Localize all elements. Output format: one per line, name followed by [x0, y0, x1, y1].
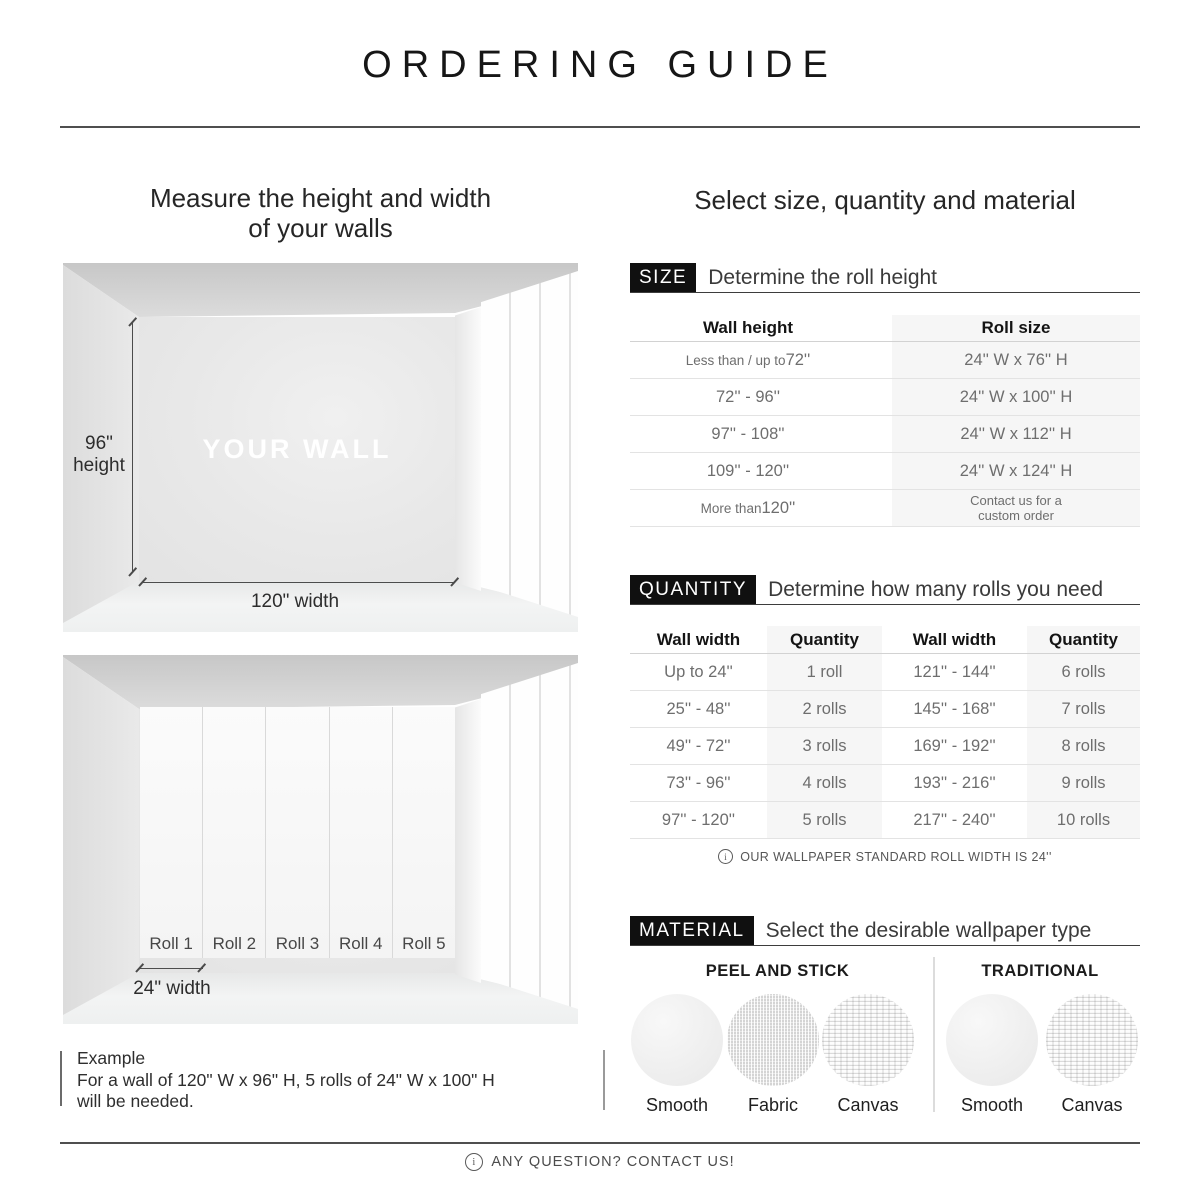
quantity-table-row: 49'' - 72'' 3 rolls 169'' - 192'' 8 rolls — [630, 728, 1140, 765]
window-frame — [455, 307, 481, 591]
roll-label: Roll 3 — [275, 934, 320, 953]
roll-panel — [393, 707, 455, 958]
quantity-table-row: 25'' - 48'' 2 rolls 145'' - 168'' 7 rolls — [630, 691, 1140, 728]
roll-panel — [203, 707, 266, 958]
fabric-swatch — [727, 994, 819, 1086]
footer-contact-text: ANY QUESTION? CONTACT US! — [491, 1154, 735, 1170]
right-column-heading: Select size, quantity and material — [694, 185, 1076, 215]
roll-size-cell: 24'' W x 76'' H — [892, 342, 1140, 378]
window-icon — [481, 271, 578, 617]
quantity-table-header — [630, 626, 1140, 654]
window-frame — [455, 699, 481, 983]
roll-width-measure-label: 24" width — [133, 978, 211, 999]
quantity-table-row: 73'' - 96'' 4 rolls 193'' - 216'' 9 rolls — [630, 765, 1140, 802]
size-section-header — [630, 263, 1140, 293]
quantity-table — [630, 626, 1140, 839]
left-heading-line1: Measure the height and width — [149, 183, 492, 213]
wall-height-cell: More than 120'' — [700, 498, 796, 517]
page-title: ORDERING GUIDE — [362, 44, 838, 86]
footer-contact-note — [0, 1153, 1200, 1171]
quantity-table-row: 97'' - 120'' 5 rolls 217'' - 240'' 10 rolls — [630, 802, 1140, 839]
example-line1: For a wall of 120" W x 96" H, 5 rolls of 24" W x 100" H — [77, 1069, 495, 1090]
peel-and-stick-title: PEEL AND STICK — [705, 962, 850, 980]
example-left-edge — [60, 1051, 62, 1106]
roll-label: Roll 5 — [402, 934, 446, 953]
smooth-swatch — [946, 994, 1038, 1086]
left-heading-line2: of your walls — [248, 213, 393, 243]
qty-col-wall-width: Wall width — [656, 629, 741, 649]
room-illustration-measure — [63, 263, 578, 632]
roll-panel — [330, 707, 393, 958]
swatch-label-canvas: Canvas — [837, 1095, 899, 1115]
roll-width-note-text: OUR WALLPAPER STANDARD ROLL WIDTH IS 24'' — [740, 849, 1052, 864]
quantity-section-header — [630, 575, 1140, 605]
title-divider — [60, 126, 1140, 128]
size-table-row — [630, 416, 1140, 453]
canvas-swatch — [822, 994, 914, 1086]
swatch-label-canvas: Canvas — [1061, 1095, 1123, 1115]
smooth-swatch — [631, 994, 723, 1086]
room-back-wall — [139, 317, 455, 581]
example-line2: will be needed. — [77, 1091, 194, 1111]
your-wall-label: YOUR WALL — [202, 433, 392, 464]
material-subtitle: Select the desirable wallpaper type — [765, 919, 1092, 942]
width-measure-line — [143, 582, 455, 583]
height-value: 96" — [85, 433, 113, 454]
size-badge: SIZE — [630, 263, 696, 292]
qty-col-quantity: Quantity — [767, 626, 882, 653]
example-block — [77, 1048, 597, 1113]
roll-width-note — [630, 849, 1140, 864]
roll-panel — [140, 707, 203, 958]
quantity-subtitle: Determine how many rolls you need — [768, 578, 1104, 601]
example-title: Example — [77, 1048, 146, 1068]
size-table-row — [630, 342, 1140, 379]
swatch-label-smooth: Smooth — [960, 1095, 1024, 1115]
roll-width-measure-line — [140, 968, 203, 969]
size-col-wall-height: Wall height — [702, 318, 794, 337]
footer-divider — [60, 1142, 1140, 1144]
material-section-header — [630, 916, 1140, 946]
width-measure-label: 120" width — [250, 591, 340, 612]
info-icon — [718, 849, 733, 864]
size-subtitle: Determine the roll height — [708, 266, 938, 289]
roll-label: Roll 4 — [338, 934, 383, 953]
height-word: height — [73, 455, 125, 476]
quantity-badge: QUANTITY — [630, 575, 756, 604]
wall-height-cell: Less than / up to 72'' — [685, 350, 811, 369]
qty-col-quantity: Quantity — [1027, 626, 1140, 653]
wallpaper-roll-panels — [140, 707, 455, 958]
size-col-roll-size: Roll size — [892, 315, 1140, 341]
room-left-wall — [63, 655, 143, 1024]
left-column-heading — [63, 183, 578, 243]
size-table-row — [630, 379, 1140, 416]
size-table-row — [630, 453, 1140, 490]
swatch-label-smooth: Smooth — [645, 1095, 709, 1115]
traditional-title: TRADITIONAL — [981, 962, 1099, 980]
wall-height-cell: 109'' - 120'' — [706, 461, 790, 480]
roll-label: Roll 2 — [212, 934, 257, 953]
roll-size-cell: 24'' W x 124'' H — [892, 453, 1140, 489]
height-measure-label — [63, 433, 135, 477]
size-table-header — [630, 315, 1140, 342]
wall-height-cell: 72'' - 96'' — [716, 387, 780, 406]
roll-size-cell: 24'' W x 112'' H — [892, 416, 1140, 452]
material-badge: MATERIAL — [630, 916, 754, 945]
roll-panel — [266, 707, 329, 958]
canvas-swatch — [1046, 994, 1138, 1086]
example-right-edge — [603, 1050, 605, 1110]
room-illustration-rolls — [63, 655, 578, 1025]
wall-height-cell: 97'' - 108'' — [711, 424, 785, 443]
size-table-row — [630, 490, 1140, 527]
roll-label: Roll 1 — [149, 934, 193, 953]
window-icon — [481, 663, 578, 1009]
size-table — [630, 315, 1140, 527]
roll-size-cell: Contact us for a custom order — [892, 490, 1140, 526]
qty-col-wall-width: Wall width — [912, 629, 997, 649]
swatch-label-fabric: Fabric — [747, 1095, 798, 1115]
roll-size-cell: 24'' W x 100'' H — [892, 379, 1140, 415]
quantity-table-row: Up to 24'' 1 roll 121'' - 144'' 6 rolls — [630, 654, 1140, 691]
material-group-divider — [933, 957, 935, 1112]
info-icon — [465, 1153, 483, 1171]
